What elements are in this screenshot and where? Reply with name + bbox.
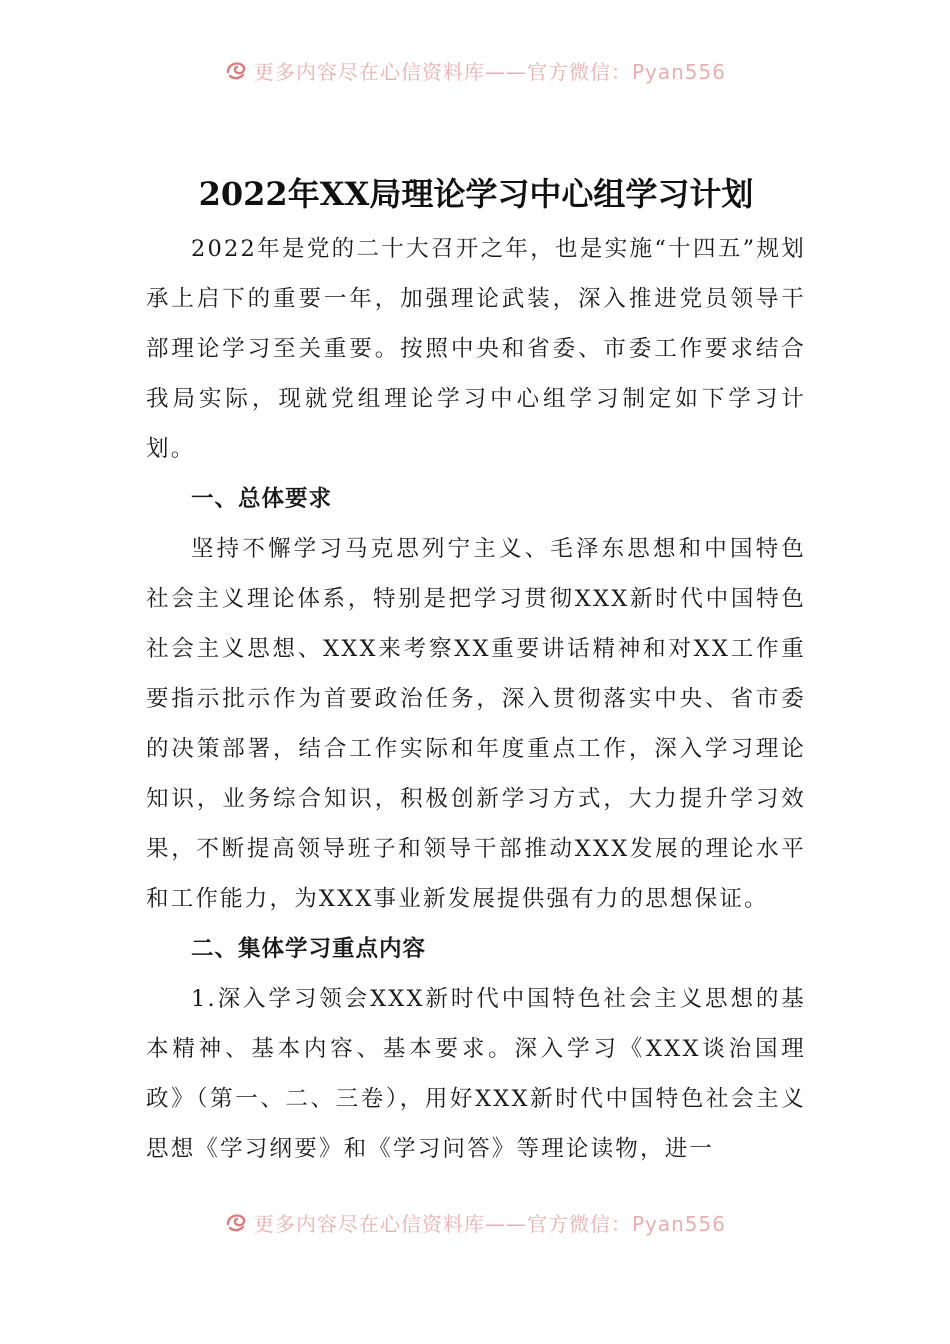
watermark-header (0, 55, 950, 85)
section-heading-overall-requirements: 一、总体要求 (191, 486, 333, 512)
watermark-text: 更多内容尽在心信资料库——官方微信：Pyan556 (253, 1211, 726, 1236)
swirl-logo-icon (224, 58, 248, 82)
section-heading-key-content: 二、集体学习重点内容 (191, 936, 427, 962)
section-paragraph-overall-requirements: 坚持不懈学习马克思列宁主义、毛泽东思想和中国特色社会主义理论体系，特别是把学习贯彻XXX新时代中国特色社会主义思想、XXX来考察XX重要讲话精神和对XX工作重要指示批示作为首要政治任务，深入贯彻落实中央、省市委的决策部署，结合工作实际和年度重点工作，深入学习理论知识，业务综合知识，积极创新学习方式，大力提升学习效果，不断提高领导班子和领导干部推动XXX发展的理论水平和工作能力，为XXX事业新发展提供强有力的思想保证。 (146, 536, 806, 912)
watermark-footer (0, 1207, 950, 1237)
swirl-logo-icon (224, 1210, 248, 1234)
section-paragraph-item-1: 1.深入学习领会XXX新时代中国特色社会主义思想的基本精神、基本内容、基本要求。深入学习《XXX谈治国理政》（第一、二、三卷），用好XXX新时代中国特色社会主义思想《学习纲要》和《学习问答》等理论读物，进一 (146, 986, 806, 1162)
intro-paragraph: 2022年是党的二十大召开之年，也是实施“十四五”规划承上启下的重要一年，加强理论武装，深入推进党员领导干部理论学习至关重要。按照中央和省委、市委工作要求结合我局实际，现就党组理论学习中心组学习制定如下学习计划。 (146, 236, 806, 462)
document-title: 2022年XX局理论学习中心组学习计划 (198, 175, 754, 213)
watermark-text: 更多内容尽在心信资料库——官方微信：Pyan556 (253, 59, 726, 84)
document-body (146, 170, 806, 1174)
